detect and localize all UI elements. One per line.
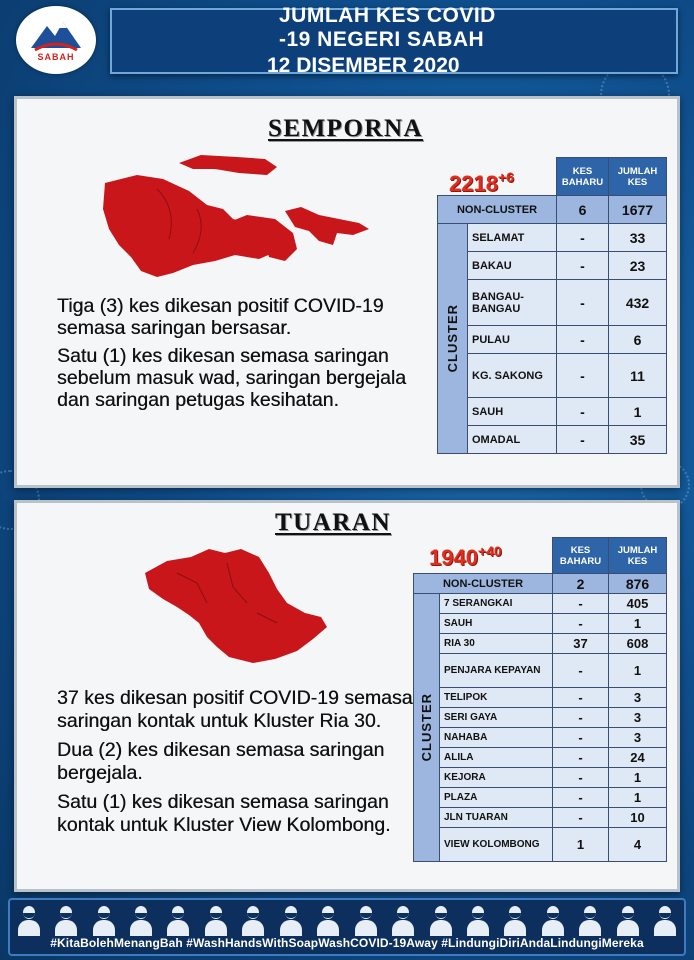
hashtags: #KitaBolehMenangBah #WashHandsWithSoapWashCOVID-19Away #LindungiDiriAndaLindungiMereka — [50, 936, 644, 950]
cluster-name: VIEW KOLOMBONG — [440, 828, 553, 862]
cluster-total: 35 — [609, 426, 667, 454]
cluster-new: - — [553, 748, 609, 768]
non-cluster-new: 6 — [557, 196, 609, 224]
cluster-new: - — [553, 788, 609, 808]
person-icon — [617, 904, 639, 936]
cluster-new: - — [557, 280, 609, 326]
page-title — [110, 4, 678, 77]
person-icon — [579, 904, 601, 936]
cluster-name: SAUH — [468, 398, 557, 426]
description-paragraph: Satu (1) kes dikesan semasa saringan kontak untuk Kluster View Kolombong. — [57, 791, 391, 836]
person-icon — [18, 904, 40, 936]
person-icon — [654, 904, 676, 936]
title-line-1: JUMLAH KES COVID -19 NEGERI SABAH — [279, 4, 496, 51]
tuaran-description — [57, 687, 437, 843]
semporna-map-icon — [97, 149, 377, 279]
logo-text: SABAH — [37, 52, 75, 62]
cluster-total: 10 — [609, 808, 667, 828]
tuaran-table — [413, 537, 667, 862]
col-header-new: KES BAHARU — [557, 158, 609, 196]
description-paragraph: Satu (1) kes dikesan semasa saringan sebelum masuk wad, saringan bergejala dan saringan petugas kesihatan. — [57, 345, 407, 411]
cluster-new: - — [553, 594, 609, 614]
cluster-total: 24 — [609, 748, 667, 768]
cluster-new: - — [553, 768, 609, 788]
cluster-total: 1 — [609, 788, 667, 808]
cluster-total: 1 — [609, 768, 667, 788]
col-header-new: KES BAHARU — [553, 538, 609, 574]
cluster-total: 608 — [609, 634, 667, 654]
cluster-total: 1 — [609, 398, 667, 426]
cluster-name: PULAU — [468, 326, 557, 354]
cluster-label: CLUSTER — [445, 304, 460, 373]
non-cluster-total: 876 — [609, 574, 667, 594]
cluster-total: 3 — [609, 728, 667, 748]
cluster-new: - — [557, 326, 609, 354]
cluster-new: - — [553, 728, 609, 748]
cluster-total: 11 — [609, 354, 667, 398]
person-icon — [130, 904, 152, 936]
person-icon — [55, 904, 77, 936]
total-cases: 1940 — [429, 545, 478, 570]
non-cluster-total: 1677 — [609, 196, 667, 224]
cluster-label: CLUSTER — [419, 693, 434, 762]
cluster-name: NAHABA — [440, 728, 553, 748]
cluster-name: PENJARA KEPAYAN — [440, 654, 553, 688]
person-icon — [93, 904, 115, 936]
cluster-total: 6 — [609, 326, 667, 354]
person-icon — [205, 904, 227, 936]
cluster-name: SAUH — [440, 614, 553, 634]
col-header-total: JUMLAH KES — [609, 158, 667, 196]
person-icon — [392, 904, 414, 936]
cluster-total: 1 — [609, 614, 667, 634]
cluster-total: 4 — [609, 828, 667, 862]
cluster-name: OMADAL — [468, 426, 557, 454]
tuaran-panel — [14, 500, 680, 892]
cluster-name: SERI GAYA — [440, 708, 553, 728]
person-icon — [430, 904, 452, 936]
person-icon — [467, 904, 489, 936]
person-icon — [317, 904, 339, 936]
semporna-description — [57, 295, 437, 417]
col-header-total: JUMLAH KES — [609, 538, 667, 574]
tuaran-map-icon — [137, 543, 337, 668]
district-title: TUARAN — [275, 509, 391, 536]
cluster-new: - — [557, 398, 609, 426]
description-paragraph: Dua (2) kes dikesan semasa saringan bergejala. — [57, 739, 385, 784]
cluster-new: - — [553, 688, 609, 708]
cluster-total: 33 — [609, 224, 667, 252]
cluster-total: 3 — [609, 708, 667, 728]
cluster-name: KG. SAKONG — [468, 354, 557, 398]
cluster-new: 1 — [553, 828, 609, 862]
new-cases: +40 — [477, 543, 502, 559]
cluster-name: BAKAU — [468, 252, 557, 280]
cluster-new: 37 — [553, 634, 609, 654]
new-cases: +6 — [497, 169, 514, 185]
person-icon — [280, 904, 302, 936]
title-date: 12 DISEMBER 2020 — [267, 54, 460, 77]
frontliner-silhouettes — [10, 902, 684, 936]
district-title: SEMPORNA — [268, 115, 424, 142]
cluster-name: PLAZA — [440, 788, 553, 808]
cluster-name: RIA 30 — [440, 634, 553, 654]
cluster-name: 7 SERANGKAI — [440, 594, 553, 614]
cluster-side-label — [438, 224, 468, 454]
footer-banner — [8, 898, 686, 956]
cluster-new: - — [557, 252, 609, 280]
cluster-name: SELAMAT — [468, 224, 557, 252]
cluster-name: ALILA — [440, 748, 553, 768]
person-icon — [504, 904, 526, 936]
semporna-panel — [14, 96, 680, 488]
total-cases: 2218 — [449, 171, 498, 196]
cluster-name: KEJORA — [440, 768, 553, 788]
cluster-new: - — [557, 354, 609, 398]
person-icon — [355, 904, 377, 936]
cluster-new: - — [557, 224, 609, 252]
cluster-total: 405 — [609, 594, 667, 614]
cluster-name: JLN TUARAN — [440, 808, 553, 828]
description-paragraph: Tiga (3) kes dikesan positif COVID-19 semasa saringan bersasar. — [57, 295, 384, 339]
semporna-table — [437, 157, 667, 454]
logo — [16, 6, 96, 74]
cluster-new: - — [553, 708, 609, 728]
description-paragraph: 37 kes dikesan positif COVID-19 semasa saringan kontak untuk Kluster Ria 30. — [57, 687, 413, 732]
cluster-total: 23 — [609, 252, 667, 280]
cluster-new: - — [553, 614, 609, 634]
person-icon — [167, 904, 189, 936]
non-cluster-label: NON-CLUSTER — [414, 574, 553, 594]
logo-mountain-icon — [29, 18, 83, 54]
cluster-new: - — [557, 426, 609, 454]
person-icon — [542, 904, 564, 936]
cluster-new: - — [553, 808, 609, 828]
cluster-total: 432 — [609, 280, 667, 326]
person-icon — [242, 904, 264, 936]
cluster-new: - — [553, 654, 609, 688]
non-cluster-label: NON-CLUSTER — [438, 196, 557, 224]
cluster-total: 1 — [609, 654, 667, 688]
cluster-total: 3 — [609, 688, 667, 708]
non-cluster-new: 2 — [553, 574, 609, 594]
cluster-name: TELIPOK — [440, 688, 553, 708]
cluster-name: BANGAU-BANGAU — [468, 280, 557, 326]
